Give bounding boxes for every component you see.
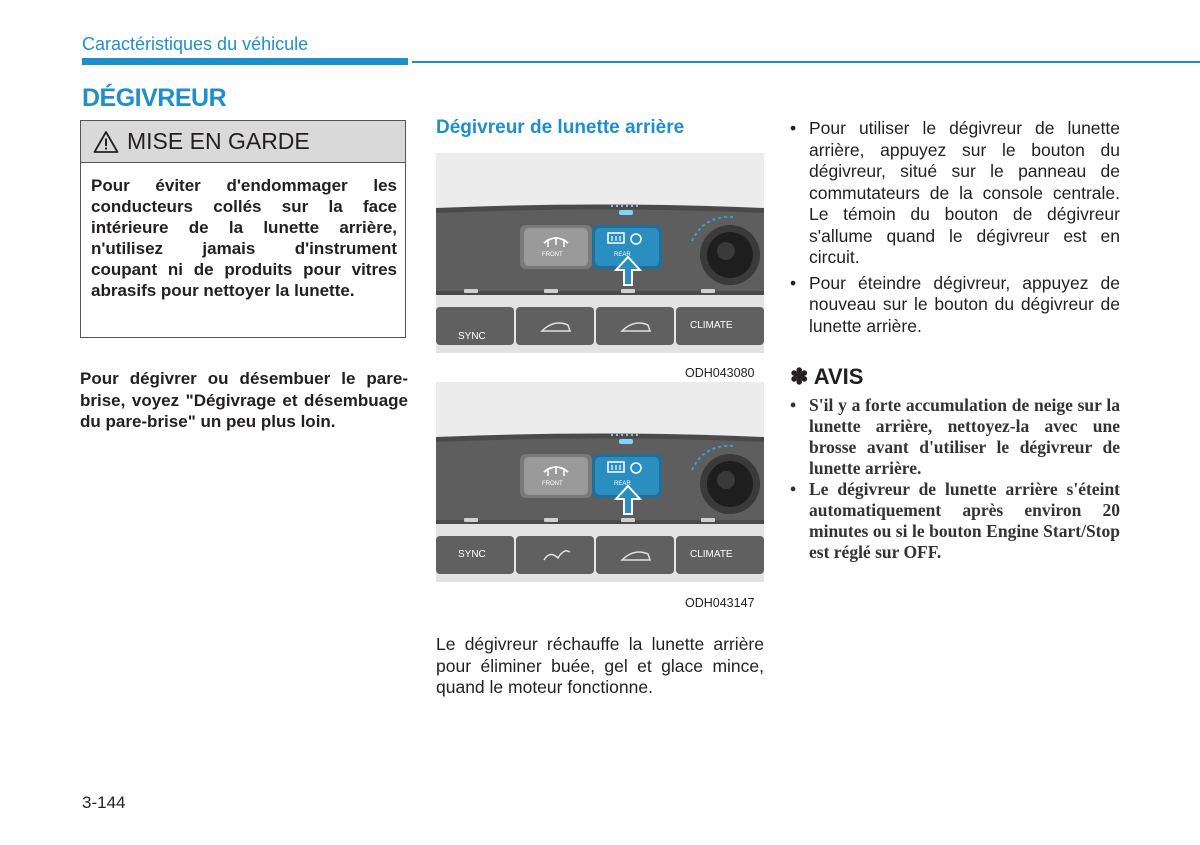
page-title: DÉGIVREUR xyxy=(82,84,227,112)
section-label: Caractéristiques du véhicule xyxy=(82,34,309,54)
climate-button-label-a: CLIMATE xyxy=(690,320,733,331)
notice-list xyxy=(790,395,1120,563)
front-button-label-b: FRONT xyxy=(542,481,563,487)
warning-header xyxy=(81,121,405,163)
figure-a-code: ODH043080 xyxy=(685,366,755,380)
subsection-title: Dégivreur de lunette arrière xyxy=(436,117,685,138)
warning-title: MISE EN GARDE xyxy=(127,128,310,154)
page-number: 3-144 xyxy=(82,793,126,812)
warning-triangle-icon xyxy=(93,130,119,154)
rear-button-label-b: REAR xyxy=(614,481,631,487)
list-item xyxy=(790,273,1120,338)
warning-box xyxy=(80,120,406,338)
notice-title: ✽ AVIS xyxy=(790,364,864,389)
list-item-text: Pour éteindre dégivreur, appuyez de nouveau sur le bouton du dégivreur de lunette arrière. xyxy=(809,272,1120,336)
header-rule-thick xyxy=(82,58,408,65)
bullet-dot: • xyxy=(790,479,797,499)
warning-text: Pour éviter d'endommager les conducteurs collés sur la face intérieure de la lunette arrière, n'utilisez jamais d'instrument coupant ni de produits pour vitres abrasifs pour nettoyer la lunette. xyxy=(91,176,397,300)
notice-item-text: Le dégivreur de lunette arrière s'éteint automatiquement après environ 20 minutes ou si le bouton Engine Start/Stop est réglé sur OFF. xyxy=(809,479,1120,562)
header-rule-thin xyxy=(412,61,1200,63)
bullet-dot: • xyxy=(790,272,797,293)
notice-item xyxy=(790,479,1120,563)
sync-button-label-b: SYNC xyxy=(458,549,486,560)
sync-button-label-a: SYNC xyxy=(458,331,486,342)
instructions-list xyxy=(790,118,1120,341)
front-button-label-a: FRONT xyxy=(542,252,563,258)
rear-button-label-a: REAR xyxy=(614,252,631,258)
notice-item-text: S'il y a forte accumulation de neige sur la lunette arrière, nettoyez-la avec une brosse avant d'utiliser le dégivreur de lunette arrière. xyxy=(809,395,1120,478)
list-item xyxy=(790,118,1120,269)
defroster-description: Le dégivreur réchauffe la lunette arrière pour éliminer buée, gel et glace mince, quand le moteur fonctionne. xyxy=(436,634,764,697)
windshield-note: Pour dégivrer ou désembuer le pare-brise, voyez "Dégivrage et désembuage du pare-brise" un peu plus loin. xyxy=(80,369,408,431)
figure-b-code: ODH043147 xyxy=(685,596,755,610)
bullet-dot: • xyxy=(790,118,797,138)
climate-button-label-b: CLIMATE xyxy=(690,549,733,560)
bullet-dot: • xyxy=(790,395,797,415)
list-item-text: Pour utiliser le dégivreur de lunette arrière, appuyez sur le bouton du dégivreur, situé sur le panneau de commutateurs de la console centrale. Le témoin du bouton de dégivreur s'allume quand le dégivreur est en circuit. xyxy=(809,118,1120,267)
notice-item xyxy=(790,395,1120,479)
